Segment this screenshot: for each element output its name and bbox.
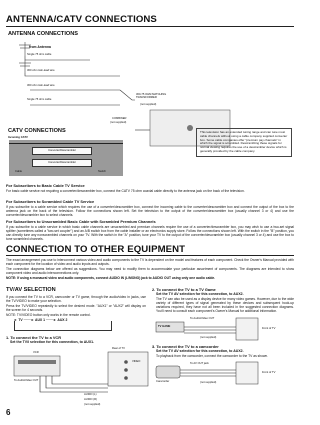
front-of-tv-label-1: Front of TV <box>262 327 276 330</box>
audio-l-label: AUDIO (L) <box>84 393 97 396</box>
to-audio-video-out-2: To Audio/Video OUT <box>190 317 215 320</box>
rear-of-tv-label: Rear of TV <box>112 347 125 350</box>
not-supplied-step1: (not supplied) <box>84 403 101 406</box>
not-supplied-step3: (not supplied) <box>200 381 217 384</box>
unscrambled-body: If you subscribe to a cable service in which basic cable channels are unscrambled and premium channels require the use of a converter/descrambler box, you may wish to use a two-set signal splitter (sometimes called a "two-set coupler") and an A/B switch box from the cable installer or an electronics supply store. Follow the connections shown left. With the switch in the "B" position, you can directly tune any nonscrambled channels on your TV. With the switch in the "A" position, tune your TV to the output of the converter/descrambler box (usually channel 3 or 4) and use the box to tune scrambled channels. <box>6 225 294 241</box>
not-supplied-step2: (not supplied) <box>200 336 217 339</box>
to-audio-video-out-1: To Audio/Video OUT <box>14 379 39 382</box>
to-av-out-label: To AV OUT jack <box>190 362 209 365</box>
mode-aux1: AUX 1 <box>35 318 46 322</box>
step1-heading: 1. To connect the TV to a VCR <box>6 335 62 340</box>
catv-note: This television has an extended tuning range and can tune most cable channels without using a cable company supplied converter box. Some cable companies offer "premium pay channels" in which the signal is scrambled. Descrambling these signals for normal viewing requires the use of a descrambler device which is generally provided by the cable company. <box>196 128 292 157</box>
mode-arrow-icon: ───► <box>23 318 35 322</box>
front-of-tv-label-2: Front of TV <box>262 371 276 374</box>
scrambled-heading: For Subscribers to Scrambled Cable TV Service <box>6 199 95 204</box>
tv-av-p1: If you connect the TV to a VCR, camcorder or TV game, through the audio/video in jacks, use the TV/VIDEO to make your selection. <box>6 295 146 303</box>
page-number: 6 <box>6 408 11 417</box>
step3-sub: Set the TV AV selection for this connection, to AUX2. <box>156 349 244 353</box>
tv-av-p2: Press the TV/VIDEO repeatedly to select the desired mode. "AUX1" or "AUX2" will display on the screen for 4 seconds. <box>6 304 146 312</box>
mode-tv: TV <box>18 318 23 322</box>
connection-note: NOTE: If using a monaural video and audio components, connect AUDIO IN (L/MONO) jack to AUDIO OUT using only one audio cable. <box>6 276 216 280</box>
converter-label-1: Converter/Descrambler <box>48 149 76 152</box>
audio-r-label: AUDIO (R) <box>84 398 97 401</box>
vcr-label: VCR <box>33 351 39 354</box>
not-supplied-label-2: (not supplied) <box>110 121 127 124</box>
connection-title: CONNECTION TO OTHER EQUIPMENT <box>6 244 186 255</box>
step3-heading: 3. To connect the TV to a camcorder <box>152 344 219 349</box>
step1-sub: Set the TV/I selection for this connection, to AUX1. <box>10 340 95 344</box>
not-supplied-label-1: (not supplied) <box>140 103 157 106</box>
step2-body: The TV can also be used as a display device for many video games. However, due to the wide variety of different types of signal generated by these devices and subsequent hook-up variations required, they have not all been included in the suggested connection diagrams. You'll need to consult each component's Owner's Manual for additional information. <box>156 297 294 313</box>
tv-av-p3: NOTE: TV/VIDEO button only works in the remote control. <box>6 313 91 317</box>
unscrambled-heading: For Subscribers to Unscrambled Basic Cable with Scrambled Premium Channels <box>6 219 156 224</box>
camcorder-label: Camcorder <box>156 380 170 383</box>
cable-label: Cable <box>15 170 23 173</box>
tv-game-label: TV GAME <box>158 325 171 328</box>
mode-arrow-icon: ► <box>14 318 18 322</box>
step2-heading: 2. To connect the TV to a TV Game <box>152 287 216 292</box>
matching-transformer-label: 300-75 OHM MATCHING TRANSFORMER <box>136 93 167 99</box>
incoming-catv-label: Incoming CATV <box>8 136 28 139</box>
antenna-heading: ANTENNA CONNECTIONS <box>8 31 79 37</box>
tv-av-heading: TV/AV SELECTION <box>6 287 56 293</box>
scrambled-body: If you subscribe to a cable service which requires the use of a converter/descrambler box, connect the incoming cable to the converter/descrambler box and connect the output of the box to the antenna jack on the back of the television. Follow the connections shown left. Set the television to the output of the converter/descrambler box (usually channel 3 or 4) and use the converter/descrambler box to select channels. <box>6 205 294 217</box>
switch-label: Switch <box>98 170 106 173</box>
page-title: ANTENNA/CATV CONNECTIONS <box>6 14 157 25</box>
twin-lead-label-2: 300 ohm twin-lead wire <box>27 84 55 87</box>
step3-body: To playback from the camcorder, connect the camcorder to the TV as shown. <box>156 354 269 358</box>
game-cables <box>184 327 236 333</box>
camcorder-unit <box>156 366 180 378</box>
mode-aux2: AUX 2 <box>57 318 68 322</box>
from-antenna-label: from Antenna <box>29 45 51 49</box>
combiner-label: COMBINER <box>112 117 127 120</box>
converter-label-2: Converter/Descrambler <box>48 161 76 164</box>
connection-p1: The exact arrangement you use to interconnect various video and audio components to the TV is dependent on the model and features of each component. Check the Owner's Manual provided with each component for the location of video and audio inputs and outputs. <box>6 258 294 266</box>
single-75-label-2: Single 75 ohm cable <box>27 98 52 101</box>
basic-body: For basic cable service not requiring a converter/descrambler box, connect the CATV 75 ohm coaxial cable directly to the antenna jack on the back of the television. <box>6 189 245 193</box>
connection-p2: The connection diagrams below are offered as suggestions. You may need to modify them to accommodate your particular assortment of components. The diagrams are intended to show component video and audio interconnections only. <box>6 267 294 275</box>
tv-front-jacks-2 <box>236 362 258 384</box>
step2-sub: Set the TV AV selection for this connection, to AUX2. <box>156 292 244 296</box>
single-75-label-1: Single 75 ohm cable <box>27 53 52 56</box>
camcorder-cables <box>180 370 236 376</box>
basic-heading: For Subscribers to Basic Cable TV Service <box>6 183 85 188</box>
catv-heading: CATV CONNECTIONS <box>8 128 66 134</box>
mode-arrow-icon: ───► <box>45 318 57 322</box>
tv-front-jacks-1 <box>236 318 258 340</box>
video-label: VIDEO <box>132 360 141 363</box>
twin-lead-label-1: 300 ohm twin-lead wire <box>27 69 55 72</box>
